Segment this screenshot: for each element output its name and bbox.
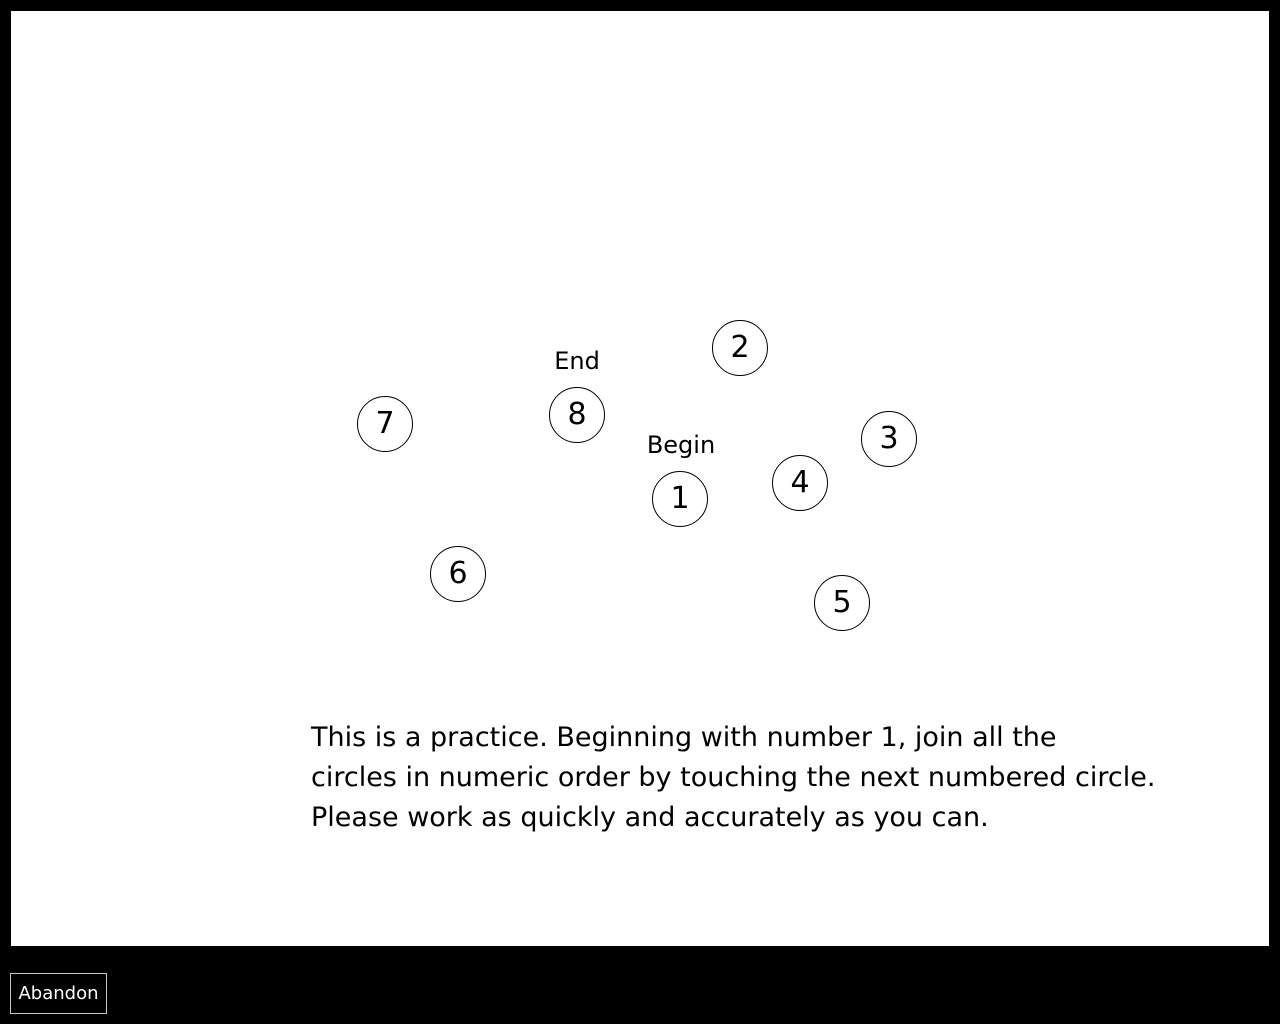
circle-2[interactable] — [712, 320, 768, 376]
circle-5[interactable] — [814, 575, 870, 631]
circle-label: 4 — [790, 465, 810, 500]
circle-4[interactable] — [772, 455, 828, 511]
test-canvas — [11, 11, 1269, 946]
abandon-button[interactable]: Abandon — [10, 973, 107, 1014]
circle-8[interactable] — [549, 387, 605, 443]
circle-label: 3 — [879, 421, 899, 456]
instructions-line: This is a practice. Beginning with number 1, join all the — [311, 722, 1057, 753]
circle-label: 7 — [375, 406, 395, 441]
circle-label: 2 — [730, 330, 750, 365]
circle-7[interactable] — [357, 396, 413, 452]
instructions-line: Please work as quickly and accurately as you can. — [311, 802, 989, 833]
begin-label: Begin — [646, 431, 716, 459]
circle-label: 1 — [670, 481, 690, 516]
instructions-line: circles in numeric order by touching the next numbered circle. — [311, 762, 1156, 793]
circle-3[interactable] — [861, 411, 917, 467]
circle-6[interactable] — [430, 546, 486, 602]
instructions-text — [311, 718, 1171, 838]
end-label: End — [554, 347, 600, 375]
circle-label: 6 — [448, 556, 468, 591]
circle-label: 8 — [567, 397, 587, 432]
circle-label: 5 — [832, 585, 852, 620]
circle-1[interactable] — [652, 471, 708, 527]
